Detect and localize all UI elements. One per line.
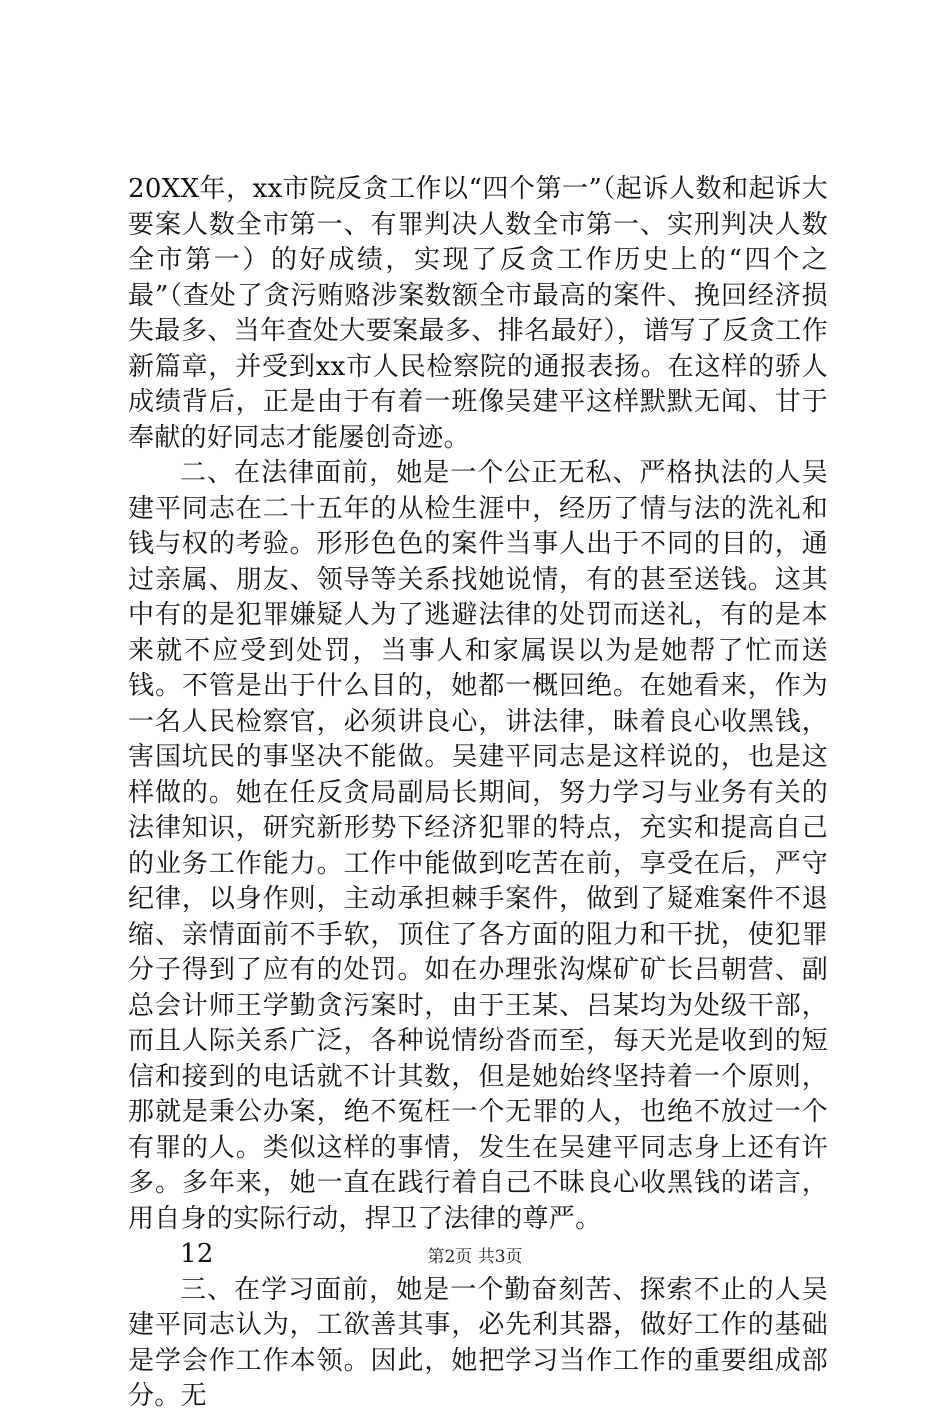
- page-footer: 第2页 共3页: [427, 1247, 523, 1267]
- paragraph-number: 12: [180, 1239, 214, 1269]
- paragraph-continuation: 20XX年，xx市院反贪工作以“四个第一”（起诉人数和起诉大要案人数全市第一、有罪判决人数全市第一、实刑判决人数全市第一）的好成绩，实现了反贪工作历史上的“四个之最”（查处了贪污贿赂涉案数额全市最高的案件、挽回经济损失最多、当年查处大要案最多、排名最好），谱写了反贪工作新篇章，并受到xx市人民检察院的通报表扬。在这样的骄人成绩背后，正是由于有着一班像吴建平这样默默无闻、甘于奉献的好同志才能屡创奇迹。: [128, 174, 828, 453]
- paragraph-section-three: 三、在学习面前，她是一个勤奋刻苦、探索不止的人吴建平同志认为，工欲善其事，必先利其器，做好工作的基础是学会作工作本领。因此，她把学习当作工作的重要组成部分。无: [128, 1274, 828, 1411]
- document-body: [128, 172, 828, 1415]
- paragraph-section-two: 二、在法律面前，她是一个公正无私、严格执法的人吴建平同志在二十五年的从检生涯中，经历了情与法的洗礼和钱与权的考验。形形色色的案件当事人出于不同的目的，通过亲属、朋友、领导等关系找她说情，有的甚至送钱。这其中有的是犯罪嫌疑人为了逃避法律的处罚而送礼，有的是本来就不应受到处罚，当事人和家属误以为是她帮了忙而送钱。不管是出于什么目的，她都一概回绝。在她看来，作为一名人民检察官，必须讲良心，讲法律，昧着良心收黑钱，害国坑民的事坚决不能做。吴建平同志是这样说的，也是这样做的。她在任反贪局副局长期间，努力学习与业务有关的法律知识，研究新形势下经济犯罪的特点，充实和提高自己的业务工作能力。工作中能做到吃苦在前，享受在后，严守纪律，以身作则，主动承担棘手案件，做到了疑难案件不退缩、亲情面前不手软，顶住了各方面的阻力和干扰，使犯罪分子得到了应有的处罚。如在办理张沟煤矿矿长吕朝营、副总会计师王学勤贪污案时，由于王某、吕某均为处级干部，而且人际关系广泛，各种说情纷沓而至，每天光是收到的短信和接到的电话就不计其数，但是她始终坚持着一个原则，那就是秉公办案，绝不冤枉一个无罪的人，也绝不放过一个有罪的人。类似这样的事情，发生在吴建平同志身上还有许多。多年来，她一直在践行着自己不昧良心收黑钱的诺言，用自身的实际行动，捍卫了法律的尊严。: [128, 458, 828, 1234]
